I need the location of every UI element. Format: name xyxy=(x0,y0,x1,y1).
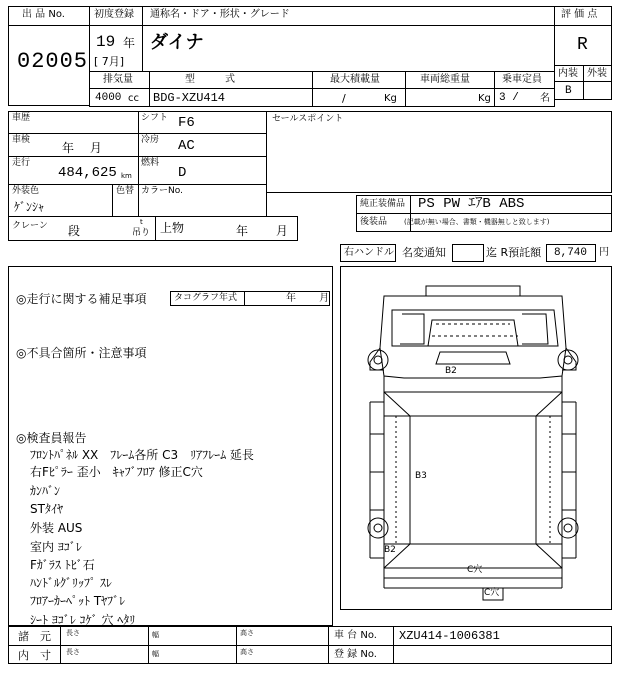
color-value: ｹﾞﾝｼｬ xyxy=(14,200,45,214)
inspector-title: ◎検査員報告 xyxy=(16,431,87,445)
ac-label: 冷房 xyxy=(141,135,160,145)
reg-year: 19 xyxy=(96,33,116,51)
displacement-unit: cc xyxy=(128,93,139,104)
capacity-label: 乗車定員 xyxy=(502,74,542,85)
registration-label: 登 録 No. xyxy=(334,649,377,660)
inspection-value: 年 月 xyxy=(62,141,102,155)
width-label: 幅 xyxy=(152,631,159,639)
rating-label: 評 価 点 xyxy=(561,9,598,20)
inspector-line: ﾌﾛｱｰｶｰﾍﾟｯﾄ Tﾔﾌﾞﾚ xyxy=(30,594,126,608)
name-change-box xyxy=(452,244,484,262)
mark-b3: B3 xyxy=(415,471,427,481)
inspector-line: 外装 AUS xyxy=(30,521,83,535)
capacity-unit: 名 xyxy=(540,93,550,104)
mileage-value: 484,625 xyxy=(58,165,117,181)
crane-stage: 段 xyxy=(68,224,81,238)
sales-point-label: セールスポイント xyxy=(272,114,344,124)
reg-month: [ 7月] xyxy=(94,55,125,68)
history-label: 車歴 xyxy=(12,113,31,123)
length-label: 長さ xyxy=(66,629,80,637)
inspector-line: ﾊﾝﾄﾞﾙｸﾞﾘｯﾌﾟ ｽﾚ xyxy=(30,576,112,590)
color-label: 外装色 xyxy=(12,186,40,196)
fuel-value: D xyxy=(178,165,187,181)
fuel-label: 燃料 xyxy=(141,158,160,168)
interior-grade: B xyxy=(565,85,572,97)
truck-diagram xyxy=(340,266,612,610)
equipment-label: 純正装備品 xyxy=(360,199,406,209)
height-label-inner: 高さ xyxy=(240,648,254,656)
mark-c-hole-2: C穴 xyxy=(484,588,500,598)
name-change-label: 名変通知 xyxy=(402,246,446,259)
inspector-line: ｶﾝﾊﾞﾝ xyxy=(30,484,61,498)
chassis-number: XZU414-1006381 xyxy=(399,629,500,643)
shift-value: F6 xyxy=(178,115,195,131)
name-label: 通称名・ドア・形状・グレード xyxy=(150,9,290,20)
crane-lift: 吊り xyxy=(132,228,151,238)
max-load-label: 最大積載量 xyxy=(330,74,380,85)
vehicle-name: ダイナ xyxy=(150,32,204,53)
driving-title: ◎走行に関する補足事項 xyxy=(16,292,147,306)
inspection-label: 車検 xyxy=(12,135,31,145)
cab-inner xyxy=(392,310,558,346)
max-load-unit: Kg xyxy=(384,93,397,104)
width-label-inner: 幅 xyxy=(152,650,159,658)
defects-title: ◎不具合箇所・注意事項 xyxy=(16,346,147,360)
model-code: BDG-XZU414 xyxy=(153,91,226,105)
specs-label: 諸 元 xyxy=(18,630,51,643)
mileage-label: 走行 xyxy=(12,158,31,168)
rhd-label: 右ハンドル xyxy=(344,247,394,258)
equipment-value: PS PW ｴｱB ABS xyxy=(418,196,525,212)
ac-value: AC xyxy=(178,138,195,154)
capacity-value: 3 / xyxy=(499,92,519,104)
top-value: 年 月 xyxy=(236,224,288,238)
inspector-line: 右Fﾋﾟﾗｰ 歪小 ｷｬﾌﾞﾌﾛｱ 修正C穴 xyxy=(30,465,203,479)
color-code-label: カラーNo. xyxy=(141,186,183,196)
crane-ton: t xyxy=(140,218,143,226)
r-deposit-value: 8,740 xyxy=(554,247,588,259)
gross-weight-label: 車両総重量 xyxy=(420,74,470,85)
km-unit: km xyxy=(121,172,132,180)
wheel-rear-left xyxy=(368,518,388,538)
cargo-bed xyxy=(384,392,562,568)
bed-floor xyxy=(410,416,536,544)
shift-label: シフト xyxy=(141,113,169,123)
dims-label: 内 寸 xyxy=(18,649,51,662)
mark-b2-top: B2 xyxy=(445,366,457,376)
exterior-label: 外装 xyxy=(587,68,607,79)
inspector-line: ﾌﾛﾝﾄﾊﾟﾈﾙ XX ﾌﾚｰﾑ各所 C3 ﾘｱﾌﾚｰﾑ 延長 xyxy=(30,448,254,462)
lot-no-label: 出 品 No. xyxy=(22,9,65,20)
inspector-line: 室内 ﾖｺﾞﾚ xyxy=(30,540,82,554)
color-change-label: 色替 xyxy=(116,186,135,196)
displacement-label: 排気量 xyxy=(103,74,133,85)
cab-outline xyxy=(380,296,566,378)
tachograph-value: 年 月 xyxy=(286,293,330,304)
inspector-line: ｼｰﾄ ﾖｺﾞﾚ ｺｹﾞ 穴 ﾍﾀﾘ xyxy=(30,613,136,627)
aftermarket-label: 後装品 xyxy=(360,217,388,227)
chassis-label: 車 台 No. xyxy=(334,630,377,641)
length-label-inner: 長さ xyxy=(66,648,80,656)
yen-unit: 円 xyxy=(599,247,609,258)
roof-panel xyxy=(436,352,510,364)
reg-year-unit: 年 xyxy=(123,36,136,50)
tachograph-label: タコグラフ年式 xyxy=(174,293,238,303)
wheel-rear-right xyxy=(558,518,578,538)
lot-number: 02005 xyxy=(17,49,89,74)
crane-label: クレーン xyxy=(12,221,48,231)
displacement-value: 4000 xyxy=(95,92,122,104)
model-label: 型 式 xyxy=(185,74,235,85)
gross-weight-unit: Kg xyxy=(478,93,491,104)
mark-c-hole-1: C穴 xyxy=(467,565,483,575)
overall-grade: R xyxy=(577,35,588,55)
top-label: 上物 xyxy=(160,221,185,235)
first-reg-label: 初度登録 xyxy=(94,9,134,20)
mark-b2-bottom: B2 xyxy=(384,545,396,555)
inspector-line: STﾀｲﾔ xyxy=(30,502,63,516)
aftermarket-note: (記載が無い場合、書類・機器無しと致します) xyxy=(404,218,550,226)
inspector-line: Fｶﾞﾗｽ ﾄﾋﾞ石 xyxy=(30,558,95,572)
max-load-value: / xyxy=(342,92,346,105)
height-label: 高さ xyxy=(240,629,254,637)
interior-label: 内装 xyxy=(558,68,578,79)
r-deposit-label: 迄 R預託額 xyxy=(486,246,542,259)
